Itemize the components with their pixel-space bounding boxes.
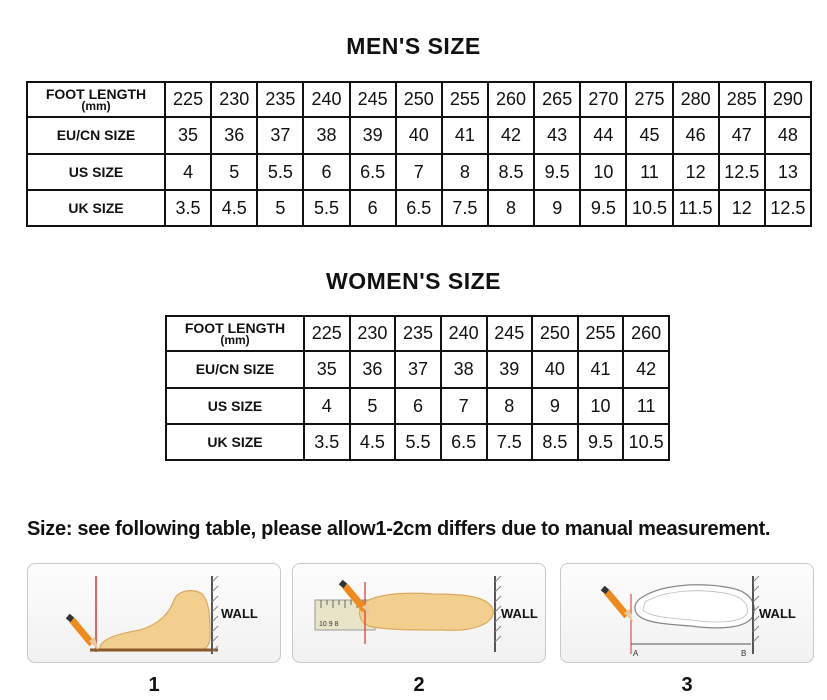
- table-cell: 12: [673, 154, 719, 190]
- row-header: [27, 82, 165, 117]
- table-cell: 225: [165, 82, 211, 117]
- table-cell: 10.5: [623, 424, 669, 460]
- table-cell: 6.5: [441, 424, 487, 460]
- table-row: [166, 424, 669, 460]
- table-row: [27, 117, 811, 154]
- table-cell: 7: [396, 154, 442, 190]
- table-cell: 41: [578, 351, 624, 388]
- table-cell: 7.5: [442, 190, 488, 226]
- table-cell: 38: [441, 351, 487, 388]
- table-row: [166, 316, 669, 351]
- table-cell: 7: [441, 388, 487, 424]
- table-cell: 4: [165, 154, 211, 190]
- row-header: [166, 388, 304, 424]
- table-cell: 5.5: [395, 424, 441, 460]
- row-header-label: FOOT LENGTH: [45, 85, 147, 102]
- table-cell: 38: [303, 117, 349, 154]
- table-cell: 285: [719, 82, 765, 117]
- table-cell: 39: [487, 351, 533, 388]
- row-header-label: EU/CN SIZE: [56, 127, 136, 143]
- table-cell: 8: [487, 388, 533, 424]
- row-header: [27, 190, 165, 226]
- table-row: [166, 351, 669, 388]
- table-row: [27, 154, 811, 190]
- table-row: [27, 190, 811, 226]
- table-cell: 275: [626, 82, 672, 117]
- table-cell: 235: [257, 82, 303, 117]
- table-cell: 36: [211, 117, 257, 154]
- table-cell: 8.5: [532, 424, 578, 460]
- table-cell: 245: [487, 316, 533, 351]
- wall-label: WALL: [221, 606, 258, 621]
- table-cell: 10.5: [626, 190, 672, 226]
- step-2-panel: [292, 563, 546, 663]
- table-cell: 43: [534, 117, 580, 154]
- table-cell: 12.5: [765, 190, 811, 226]
- wall-label: WALL: [501, 606, 538, 621]
- table-cell: 260: [488, 82, 534, 117]
- table-cell: 35: [304, 351, 350, 388]
- table-cell: 10: [578, 388, 624, 424]
- step-number-2: 2: [413, 674, 425, 696]
- table-cell: 290: [765, 82, 811, 117]
- wall-label: WALL: [759, 606, 796, 621]
- step-1-panel: [27, 563, 281, 663]
- table-cell: 11: [626, 154, 672, 190]
- womens-size-table: [165, 315, 670, 461]
- table-cell: 40: [396, 117, 442, 154]
- table-cell: 255: [578, 316, 624, 351]
- table-cell: 3.5: [304, 424, 350, 460]
- table-cell: 37: [257, 117, 303, 154]
- step-number-1: 1: [148, 674, 160, 696]
- table-cell: 7.5: [487, 424, 533, 460]
- step-3-panel: [560, 563, 814, 663]
- table-cell: 6.5: [396, 190, 442, 226]
- table-row: [166, 388, 669, 424]
- table-cell: 9.5: [534, 154, 580, 190]
- table-cell: 9.5: [580, 190, 626, 226]
- table-cell: 5.5: [303, 190, 349, 226]
- table-cell: 12: [719, 190, 765, 226]
- table-cell: 46: [673, 117, 719, 154]
- row-header: [27, 117, 165, 154]
- row-header-label: UK SIZE: [68, 199, 124, 216]
- table-cell: 230: [211, 82, 257, 117]
- foot-on-ruler-illustration: [293, 564, 546, 663]
- table-cell: 255: [442, 82, 488, 117]
- mens-size-table: [26, 81, 812, 227]
- table-cell: 11.5: [673, 190, 719, 226]
- table-cell: 41: [442, 117, 488, 154]
- table-cell: 5.5: [257, 154, 303, 190]
- table-cell: 245: [350, 82, 396, 117]
- table-cell: 42: [488, 117, 534, 154]
- point-a-label: A: [633, 649, 639, 658]
- womens-size-title: WOMEN'S SIZE: [325, 268, 502, 294]
- foot-shape: [360, 593, 494, 630]
- row-header: [166, 424, 304, 460]
- point-b-label: B: [741, 649, 747, 658]
- row-header-unit: (mm): [220, 332, 250, 347]
- table-cell: 35: [165, 117, 211, 154]
- table-cell: 37: [395, 351, 441, 388]
- table-cell: 6: [395, 388, 441, 424]
- table-cell: 5: [211, 154, 257, 190]
- table-cell: 13: [765, 154, 811, 190]
- table-cell: 9.5: [578, 424, 624, 460]
- table-cell: 40: [532, 351, 578, 388]
- pencil-icon: [601, 586, 633, 622]
- row-header: [166, 316, 304, 351]
- table-cell: 4: [304, 388, 350, 424]
- row-header-label: UK SIZE: [207, 433, 263, 450]
- row-header-label: US SIZE: [207, 397, 263, 414]
- row-header-label: FOOT LENGTH: [184, 319, 286, 336]
- table-cell: 45: [626, 117, 672, 154]
- table-cell: 44: [580, 117, 626, 154]
- table-cell: 225: [304, 316, 350, 351]
- table-cell: 39: [350, 117, 396, 154]
- foot-shape: [100, 591, 210, 650]
- table-cell: 4.5: [350, 424, 396, 460]
- table-cell: 4.5: [211, 190, 257, 226]
- table-row: [27, 82, 811, 117]
- table-cell: 5: [350, 388, 396, 424]
- table-cell: 5: [257, 190, 303, 226]
- table-cell: 260: [623, 316, 669, 351]
- table-cell: 9: [532, 388, 578, 424]
- table-cell: 6: [350, 190, 396, 226]
- table-cell: 6.5: [350, 154, 396, 190]
- table-cell: 3.5: [165, 190, 211, 226]
- table-cell: 10: [580, 154, 626, 190]
- table-cell: 12.5: [719, 154, 765, 190]
- table-cell: 8: [442, 154, 488, 190]
- table-cell: 240: [303, 82, 349, 117]
- table-cell: 11: [623, 388, 669, 424]
- table-cell: 250: [532, 316, 578, 351]
- ruler-numbers: 10 9 8: [319, 621, 339, 628]
- table-cell: 265: [534, 82, 580, 117]
- row-header-label: US SIZE: [68, 163, 124, 180]
- foot-outline: [635, 585, 754, 628]
- pencil-icon: [66, 614, 98, 650]
- table-cell: 280: [673, 82, 719, 117]
- table-cell: 8.5: [488, 154, 534, 190]
- foot-against-wall-illustration: [28, 564, 281, 663]
- step-number-3: 3: [681, 674, 693, 696]
- row-header-unit: (mm): [81, 98, 111, 113]
- table-cell: 235: [395, 316, 441, 351]
- table-cell: 9: [534, 190, 580, 226]
- table-cell: 36: [350, 351, 396, 388]
- mens-size-title: MEN'S SIZE: [346, 33, 481, 59]
- table-cell: 230: [350, 316, 396, 351]
- row-header: [166, 351, 304, 388]
- table-cell: 240: [441, 316, 487, 351]
- table-cell: 42: [623, 351, 669, 388]
- table-cell: 47: [719, 117, 765, 154]
- row-header-label: EU/CN SIZE: [195, 361, 275, 377]
- row-header: [27, 154, 165, 190]
- measurement-note: Size: see following table, please allow1-2cm differs due to manual measurement.: [27, 518, 771, 540]
- table-cell: 270: [580, 82, 626, 117]
- foot-outline-illustration: [561, 564, 814, 663]
- table-cell: 6: [303, 154, 349, 190]
- table-cell: 8: [488, 190, 534, 226]
- table-cell: 250: [396, 82, 442, 117]
- table-cell: 48: [765, 117, 811, 154]
